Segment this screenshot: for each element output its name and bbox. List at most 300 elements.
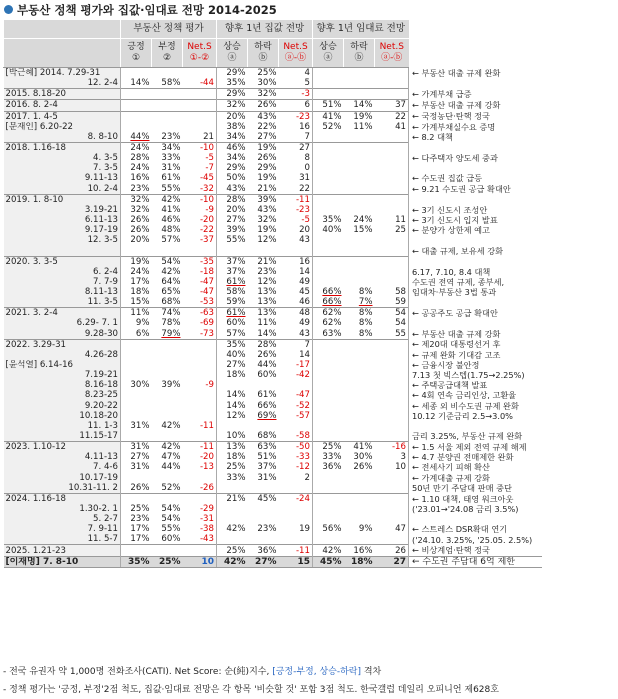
row-value: 58% — [226, 287, 246, 298]
row-value: 13% — [257, 287, 277, 298]
row-period: 10. 2-4 — [4, 184, 121, 195]
row-value — [313, 245, 344, 256]
row-value — [183, 111, 217, 122]
table-row-latest — [4, 556, 542, 567]
row-value: -57 — [279, 411, 313, 421]
row-value — [121, 245, 152, 256]
row-event-note: ← 부동산 대출 규제 완화 — [412, 67, 501, 78]
header-blank — [4, 20, 121, 39]
row-value: -26 — [183, 483, 217, 494]
row-event-note: ← 1.10 대책, 태영 워크아웃 — [412, 493, 514, 504]
row-value — [152, 68, 183, 79]
row-value: 23% — [257, 524, 277, 535]
row-value: 16% — [130, 173, 150, 184]
row-value: 30% — [130, 380, 150, 391]
row-value — [248, 483, 279, 494]
row-value: 21% — [257, 183, 277, 194]
row-value: -9 — [183, 205, 217, 215]
row-value: -50 — [279, 442, 313, 453]
row-value — [313, 350, 344, 360]
row-value — [313, 380, 344, 390]
row-event-note — [409, 194, 542, 205]
row-value — [152, 89, 183, 100]
header-house-price: 향후 1년 집값 전망 — [217, 20, 313, 39]
row-value: -24 — [279, 493, 313, 504]
row-value — [375, 173, 409, 183]
row-value — [375, 256, 409, 267]
row-value: 45% — [313, 556, 344, 567]
row-value: 60% — [257, 370, 277, 381]
subheader-9: Net.S ⓐ-ⓑ — [375, 39, 409, 68]
row-period: 6.29- 7. 1 — [4, 318, 121, 328]
row-value — [375, 163, 409, 173]
row-value: 12% — [257, 276, 277, 287]
row-value — [375, 350, 409, 360]
row-event-note: ← 8.2 대책 — [412, 132, 453, 143]
row-value — [375, 431, 409, 442]
row-value — [121, 411, 152, 421]
row-value: 54% — [161, 514, 181, 525]
row-value — [313, 78, 344, 89]
row-event-note: ← 분양가 상한제 예고 — [412, 225, 490, 236]
row-value: 19% — [257, 225, 277, 236]
row-value: 35% — [217, 339, 248, 350]
row-event-note: ← 가계부채실수요 증명 — [412, 121, 496, 132]
row-value: 64% — [161, 276, 181, 287]
row-value: -12 — [279, 462, 313, 472]
row-value — [344, 153, 375, 163]
row-value — [375, 132, 409, 143]
row-value — [375, 235, 409, 245]
row-value: 23% — [161, 131, 181, 142]
row-value — [344, 431, 375, 442]
table-row — [4, 483, 542, 494]
row-value — [375, 421, 409, 431]
row-period: 9.17-19 — [4, 225, 121, 235]
table-row — [4, 89, 542, 100]
row-event-note: 6.17, 7.10, 8.4 대책 — [412, 266, 491, 277]
row-value: 25% — [130, 503, 150, 514]
row-value — [152, 493, 183, 504]
row-value — [152, 370, 183, 380]
row-value: 8% — [344, 308, 375, 319]
row-value — [344, 235, 375, 245]
table-row — [4, 142, 542, 153]
row-value: 33% — [161, 153, 181, 164]
row-value: 20% — [226, 204, 246, 215]
row-period: [문재인] 6.20-22 — [4, 122, 121, 132]
row-event-note: ('23.01→'24.08 금리 3.5%) — [412, 503, 519, 514]
row-period: 10.18-20 — [4, 411, 121, 421]
row-value: 42% — [161, 266, 181, 277]
row-value: 27% — [226, 215, 246, 226]
row-value — [313, 267, 344, 277]
row-event-note: ← 규제 완화 기대감 고조 — [412, 349, 501, 360]
row-value: 37% — [217, 256, 248, 267]
row-value: 17% — [130, 276, 150, 287]
row-value: -13 — [183, 462, 217, 472]
row-value — [152, 472, 183, 482]
table-row — [4, 163, 542, 173]
row-event-note: ('24.10. 3.25%, '25.05. 2.5%) — [412, 534, 533, 545]
row-value: 48 — [279, 308, 313, 319]
row-value: 16% — [344, 545, 375, 556]
row-value — [152, 122, 183, 132]
row-value: 22% — [257, 121, 277, 132]
row-value: -3 — [279, 89, 313, 100]
row-value — [217, 483, 248, 494]
table-row — [4, 514, 542, 524]
row-value: -20 — [183, 215, 217, 225]
subheader-4: 상승 ⓐ — [217, 39, 248, 68]
row-value — [344, 173, 375, 183]
row-value — [344, 194, 375, 205]
row-value: -22 — [183, 225, 217, 235]
row-value: -23 — [279, 205, 313, 215]
row-event-note: ← 제20대 대통령선거 후 — [412, 339, 501, 350]
row-value: 10 — [183, 556, 217, 567]
row-value — [313, 401, 344, 411]
row-value: 49 — [279, 277, 313, 287]
row-value: 35% — [226, 78, 246, 89]
row-value: 9% — [135, 318, 150, 329]
row-value — [375, 514, 409, 524]
row-value: 42% — [313, 545, 344, 556]
row-value: 63% — [248, 442, 279, 453]
row-value: 37 — [375, 100, 409, 111]
table-row — [4, 401, 542, 411]
row-value: 14 — [279, 350, 313, 360]
table-row — [4, 318, 542, 328]
table-row — [4, 504, 542, 514]
row-value — [152, 360, 183, 370]
title-text: 부동산 정책 평가와 집값·임대료 전망 2014-2025 — [17, 3, 277, 17]
row-period: [박근혜] 2014. 7.29-31 — [4, 68, 121, 79]
row-value — [344, 245, 375, 256]
row-value — [313, 256, 344, 267]
row-value: 38% — [226, 121, 246, 132]
row-value: 26% — [353, 462, 373, 473]
row-period: 11. 5-7 — [4, 534, 121, 545]
row-event-note: ← 부동산 대출 규제 강화 — [412, 328, 501, 339]
row-value: 42% — [217, 556, 248, 567]
row-value: -16 — [375, 442, 409, 453]
row-period: 2024. 1.16-18 — [4, 493, 121, 504]
row-value: 68% — [257, 430, 277, 441]
row-value — [183, 68, 217, 79]
row-value — [152, 350, 183, 360]
row-value: 49 — [279, 318, 313, 328]
row-value — [344, 132, 375, 143]
row-value — [313, 68, 344, 79]
row-event-note: ← 1.5 서울 제외 전역 규제 해제 — [412, 441, 527, 452]
row-value — [344, 256, 375, 267]
row-value: 41% — [313, 111, 344, 122]
row-value — [121, 122, 152, 132]
row-value — [313, 390, 344, 400]
row-value: 27% — [248, 556, 279, 567]
row-value — [344, 514, 375, 524]
row-value — [313, 493, 344, 504]
row-value: 32% — [121, 194, 152, 205]
row-value: -63 — [183, 308, 217, 319]
row-period: 2019. 1. 8-10 — [4, 194, 121, 205]
row-value: 12% — [257, 235, 277, 246]
row-value: 61% — [217, 308, 248, 319]
row-event-note — [409, 514, 542, 524]
row-value: 19% — [344, 111, 375, 122]
row-value: 24% — [130, 266, 150, 277]
row-value — [375, 472, 409, 482]
table-row — [4, 173, 542, 183]
row-event-note: ← 금융시장 불안정 — [412, 360, 480, 370]
row-value: 39% — [161, 380, 181, 391]
row-value — [183, 411, 217, 421]
table-row — [4, 225, 542, 235]
row-value: 26% — [130, 225, 150, 236]
row-value — [313, 184, 344, 195]
subheader-5: 하락 ⓑ — [248, 39, 279, 68]
table-row — [4, 297, 542, 308]
row-value — [344, 411, 375, 421]
row-value — [375, 78, 409, 89]
row-value: 26% — [257, 153, 277, 164]
row-value: 39% — [248, 194, 279, 205]
row-event-note — [409, 235, 542, 245]
row-value: 44% — [130, 131, 150, 142]
row-period: [윤석열] 6.14-16 — [4, 360, 121, 370]
row-value: 25% — [226, 462, 246, 473]
row-value — [344, 360, 375, 370]
row-value: 7 — [279, 132, 313, 143]
row-value — [313, 421, 344, 431]
row-value — [183, 401, 217, 411]
row-value: -38 — [183, 524, 217, 534]
table-row — [4, 132, 542, 143]
row-value — [248, 514, 279, 524]
row-value: 19 — [279, 524, 313, 534]
row-value: 31% — [130, 462, 150, 473]
row-value: 51% — [257, 452, 277, 463]
table-row — [4, 287, 542, 297]
table-row — [4, 360, 542, 370]
row-value: 7% — [358, 297, 373, 308]
row-value: 27 — [279, 142, 313, 153]
row-value: 19% — [248, 142, 279, 153]
row-value — [183, 245, 217, 256]
table-row — [4, 277, 542, 287]
row-value: 43% — [226, 183, 246, 194]
row-value: 10 — [375, 462, 409, 472]
row-value: 55% — [161, 183, 181, 194]
row-value — [152, 411, 183, 421]
row-value: 43 — [279, 235, 313, 245]
row-value: 14% — [130, 78, 150, 89]
row-period: 1.30-2. 1 — [4, 504, 121, 514]
row-value — [183, 350, 217, 360]
row-value: 74% — [152, 308, 183, 319]
row-value: -9 — [183, 380, 217, 390]
row-value: -42 — [279, 370, 313, 380]
row-value: 58% — [161, 78, 181, 89]
row-value: 32% — [130, 204, 150, 215]
table-row — [4, 215, 542, 225]
row-value — [375, 493, 409, 504]
row-value: 19% — [257, 173, 277, 184]
row-value: 27 — [375, 556, 409, 567]
table-row — [4, 411, 542, 421]
row-value: 25% — [217, 545, 248, 556]
row-value — [375, 534, 409, 545]
table-row — [4, 493, 542, 504]
row-value — [121, 401, 152, 411]
row-value: -18 — [183, 267, 217, 277]
row-value — [344, 89, 375, 100]
row-value: -5 — [183, 153, 217, 163]
row-period: 7. 4-6 — [4, 462, 121, 472]
row-value — [344, 78, 375, 89]
row-value: -29 — [183, 504, 217, 514]
row-value — [152, 111, 183, 122]
row-value: 29% — [217, 89, 248, 100]
row-value — [152, 431, 183, 442]
row-period: 7.19-21 — [4, 370, 121, 380]
row-value — [375, 390, 409, 400]
row-value — [313, 132, 344, 143]
row-value: 14 — [279, 267, 313, 277]
row-period: 8.11-13 — [4, 287, 121, 297]
row-value: -35 — [183, 256, 217, 267]
row-value — [375, 483, 409, 494]
row-period: 2021. 3. 2-4 — [4, 308, 121, 319]
row-value: 28% — [248, 339, 279, 350]
row-value: 11% — [257, 318, 277, 329]
row-value: 13% — [248, 308, 279, 319]
row-value: 62% — [313, 308, 344, 319]
subheader-8: 하락 ⓑ — [344, 39, 375, 68]
row-period: 8.23-25 — [4, 390, 121, 400]
row-value: 27% — [226, 360, 246, 370]
row-value: 36% — [248, 545, 279, 556]
row-value: 41% — [344, 442, 375, 453]
row-value — [248, 534, 279, 545]
row-value: 8% — [358, 287, 373, 298]
row-value — [344, 401, 375, 411]
row-value: -20 — [183, 452, 217, 462]
row-value: 13% — [217, 442, 248, 453]
row-value — [183, 431, 217, 442]
row-value: 61% — [161, 173, 181, 184]
row-value: -52 — [279, 401, 313, 411]
row-value: 34% — [226, 153, 246, 164]
row-event-note: ← 9.21 수도권 공급 확대안 — [412, 183, 511, 194]
row-value — [313, 483, 344, 494]
row-value: 27% — [130, 452, 150, 463]
row-period: 9.20-22 — [4, 401, 121, 411]
row-value: 15 — [279, 556, 313, 567]
subheader-1: 긍정 ① — [121, 39, 152, 68]
row-value — [183, 100, 217, 111]
row-value — [313, 514, 344, 524]
row-value — [152, 390, 183, 400]
table-row — [4, 184, 542, 195]
row-value: 54 — [375, 308, 409, 319]
row-value: 26% — [248, 100, 279, 111]
row-value: 43% — [248, 111, 279, 122]
row-value — [375, 267, 409, 277]
row-value — [279, 483, 313, 494]
row-event-note — [409, 142, 542, 153]
footnote-scale: - 정책 평가는 '긍정, 부정'2점 척도, 집값·임대료 전망은 각 항목 '비슷할 것' 포함 3점 척도. 한국갤럽 데일리 오피니언 제628호 — [3, 685, 499, 695]
row-event-note: 50년 만기 주담대 판매 중단 — [412, 482, 512, 493]
row-value — [375, 245, 409, 256]
row-value — [344, 163, 375, 173]
row-value: 3 — [375, 452, 409, 462]
table-row — [4, 380, 542, 390]
row-value: 33% — [322, 452, 342, 463]
row-period: 7. 3-5 — [4, 163, 121, 173]
row-value: 45% — [248, 493, 279, 504]
row-value — [344, 142, 375, 153]
row-value — [217, 514, 248, 524]
table-row — [4, 68, 542, 79]
row-value: 0 — [279, 163, 313, 173]
row-value: 32% — [257, 215, 277, 226]
row-value: 62% — [322, 318, 342, 329]
row-value: 9% — [358, 524, 373, 535]
row-value: 24% — [353, 215, 373, 226]
table-row — [4, 153, 542, 163]
row-event-note: ← 4회 연속 금리인상, 고환율 — [412, 390, 517, 401]
row-value: 7 — [279, 339, 313, 350]
table-row — [4, 431, 542, 442]
row-event-note: 임대차·부동산 3법 통과 — [412, 287, 497, 298]
row-value — [217, 504, 248, 514]
table-row — [4, 329, 542, 340]
footnote-method: - 전국 유권자 약 1,000명 전화조사(CATI). Net Score: 순(純)지수, [긍정-부정, 상승-하락] 격차 — [3, 667, 382, 677]
row-event-note: 수도권 전역 규제, 종부세, — [412, 276, 505, 287]
row-value — [344, 472, 375, 482]
row-event-note: ← 가계대출 규제 강화 — [412, 472, 490, 483]
row-value: 40% — [226, 349, 246, 360]
row-value — [375, 380, 409, 390]
row-value: 34% — [152, 142, 183, 153]
bullet-icon — [4, 5, 13, 14]
row-value — [183, 89, 217, 100]
subheader-3: Net.S ①-② — [183, 39, 217, 68]
row-value — [344, 184, 375, 195]
row-value: 24% — [121, 142, 152, 153]
row-period: 4. 3-5 — [4, 153, 121, 163]
row-value — [313, 153, 344, 163]
table-row — [4, 308, 542, 319]
row-value — [344, 339, 375, 350]
row-value: 6 — [279, 100, 313, 111]
row-value: 42% — [226, 524, 246, 535]
row-value — [248, 245, 279, 256]
row-value: 32% — [248, 89, 279, 100]
row-value: 12% — [226, 410, 246, 421]
row-value: 59% — [226, 297, 246, 308]
row-event-note: ← 대출 규제, 보유세 강화 — [412, 245, 504, 256]
row-event-note: ← 수도권 집값 급등 — [412, 173, 483, 184]
row-period: 11. 3-5 — [4, 297, 121, 308]
row-value — [375, 411, 409, 421]
row-value — [313, 472, 344, 482]
row-value — [313, 142, 344, 153]
row-value: 43% — [257, 204, 277, 215]
row-value: -31 — [183, 514, 217, 524]
